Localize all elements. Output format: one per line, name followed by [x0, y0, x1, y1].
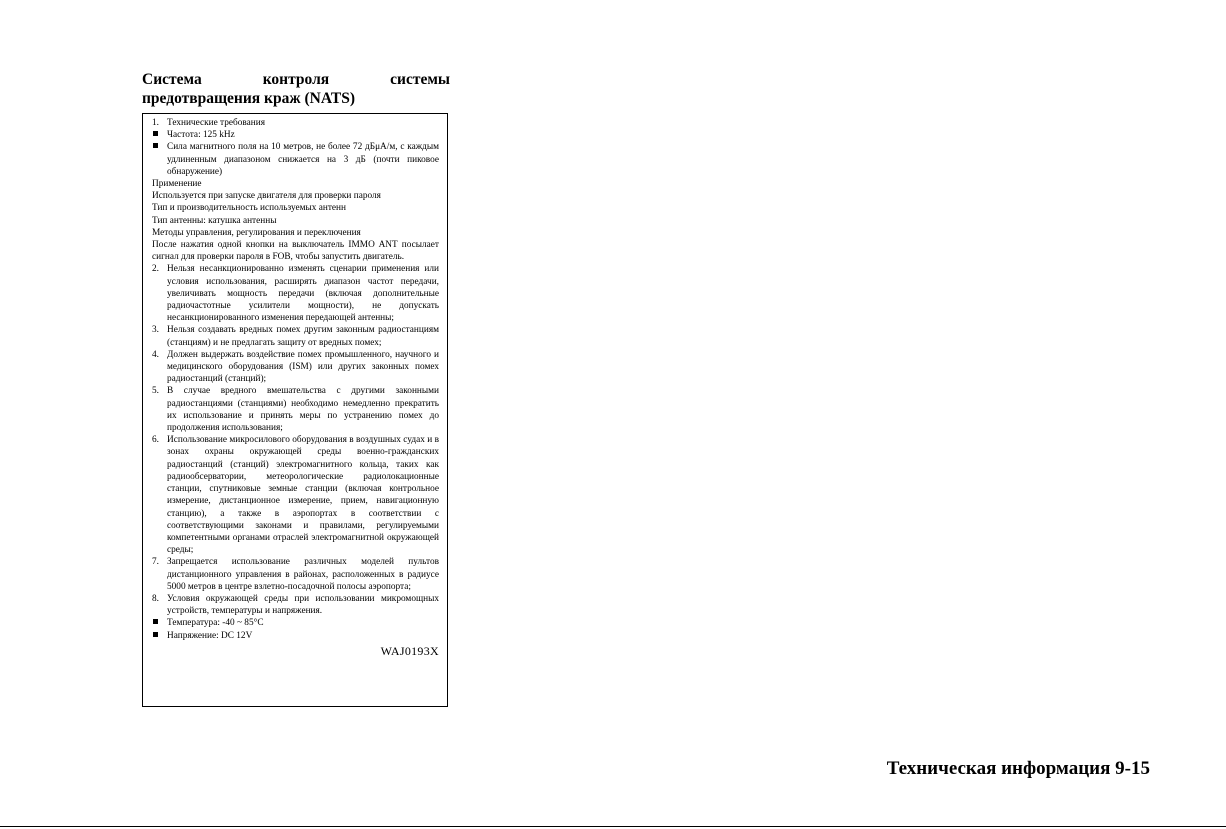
antenna-performance: Тип и производительность используемых антенн: [152, 203, 346, 214]
item-text: Нельзя несанкционированно изменять сценарии применения или условия использования, расширять диапазон частот передачи, увеличивать мощность передачи (включая дополнительные радиочастотные усилители мощности), не допускать несанкционированного изменения передающей антенны;: [167, 264, 439, 324]
methods-label: Методы управления, регулирования и переключения: [152, 227, 361, 238]
item-number: 6.: [152, 435, 159, 446]
item-number: 2.: [152, 264, 159, 275]
page-footer: Техническая информация 9-15: [886, 758, 1150, 779]
methods-text: После нажатия одной кнопки на выключатель IMMO ANT посылает сигнал для проверки пароля в FOB, чтобы запустить двигатель.: [152, 240, 439, 263]
item-text: Нельзя создавать вредных помех другим законным радиостанциям (станциям) и не предлагать защиту от вредных помех;: [167, 325, 439, 348]
square-bullet-icon: [153, 632, 158, 637]
item-text: Технические требования: [167, 118, 265, 128]
list-item: [152, 324, 439, 348]
item-number: 8.: [152, 593, 159, 604]
bullet-item: [152, 630, 439, 642]
title-word-1: Система: [142, 71, 202, 88]
item-number: 3.: [152, 325, 159, 336]
bullet-text: Сила магнитного поля на 10 метров, не более 72 дБμА/м, с каждым удлиненным диапазоном снижается на 3 дБ (почти пиковое обнаружение): [167, 142, 439, 177]
item-text: В случае вредного вмешательства с другими законными радиостанциями (станциями) необходимо немедленно прекратить их использование и принять меры по устранению помех до продолжения использования;: [167, 386, 439, 434]
application-label: Применение: [152, 179, 202, 190]
bullet-text: Напряжение: DC 12V: [167, 630, 253, 641]
item-text: Должен выдержать воздействие помех промышленного, научного и медицинского оборудования (ISM) или других законных помех радиостанций (станций);: [167, 349, 439, 385]
title-word-2: контроля: [262, 71, 330, 88]
list-item: [152, 593, 439, 617]
item-number: 4.: [152, 349, 159, 360]
item-text: Использование микросилового оборудования в воздушных судах и в зонах охраны окружающей среды военно-гражданских радиостанций (станций) электромагнитного кольца, таких как радиообсерватории, метеорологические радиолокационные станции, спутниковые земные станции (включая контрольное измерение, дистанционное измерение, прием, навигационную станцию), а также в аэропортах в соответствии с соответствующими законами и правилами, регулируемыми компетентными органами отраслей электромагнитной окружающей среды;: [167, 435, 439, 556]
item-number: 1.: [152, 118, 159, 128]
item-text: Условия окружающей среды при использовании микромощных устройств, температуры и напряжения.: [167, 593, 439, 617]
item-number: 7.: [152, 557, 159, 568]
bottom-divider: [0, 826, 1226, 827]
bullet-item: [152, 617, 439, 629]
list-item: [152, 385, 439, 434]
antenna-type: Тип антенны: катушка антенны: [152, 215, 277, 226]
bullet-item: [152, 141, 439, 178]
section-title: [142, 70, 450, 108]
item-text: Запрещается использование различных моделей пультов дистанционного управления в районах, расположенных в радиусе 5000 метров в центре взлетно-посадочной полосы аэропорта;: [167, 557, 439, 592]
square-bullet-icon: [153, 131, 158, 136]
list-item: [152, 263, 439, 324]
section-title-line2: предотвращения краж (NATS): [142, 90, 355, 107]
application-text: Используется при запуске двигателя для проверки пароля: [152, 191, 381, 202]
item-number: 5.: [152, 386, 159, 397]
spec-box: [142, 113, 448, 707]
list-item: [152, 434, 439, 556]
bullet-item: [152, 129, 439, 141]
list-item: [152, 349, 439, 386]
list-item: [152, 556, 439, 593]
square-bullet-icon: [153, 143, 158, 148]
list-item: [152, 117, 439, 129]
bullet-text: Частота: 125 kHz: [167, 130, 235, 141]
bullet-text: Температура: -40 ~ 85°C: [167, 618, 264, 629]
title-word-3: системы: [390, 71, 450, 88]
figure-code: WAJ0193X: [380, 643, 439, 658]
square-bullet-icon: [153, 619, 158, 624]
section-title-line1: [142, 70, 450, 89]
